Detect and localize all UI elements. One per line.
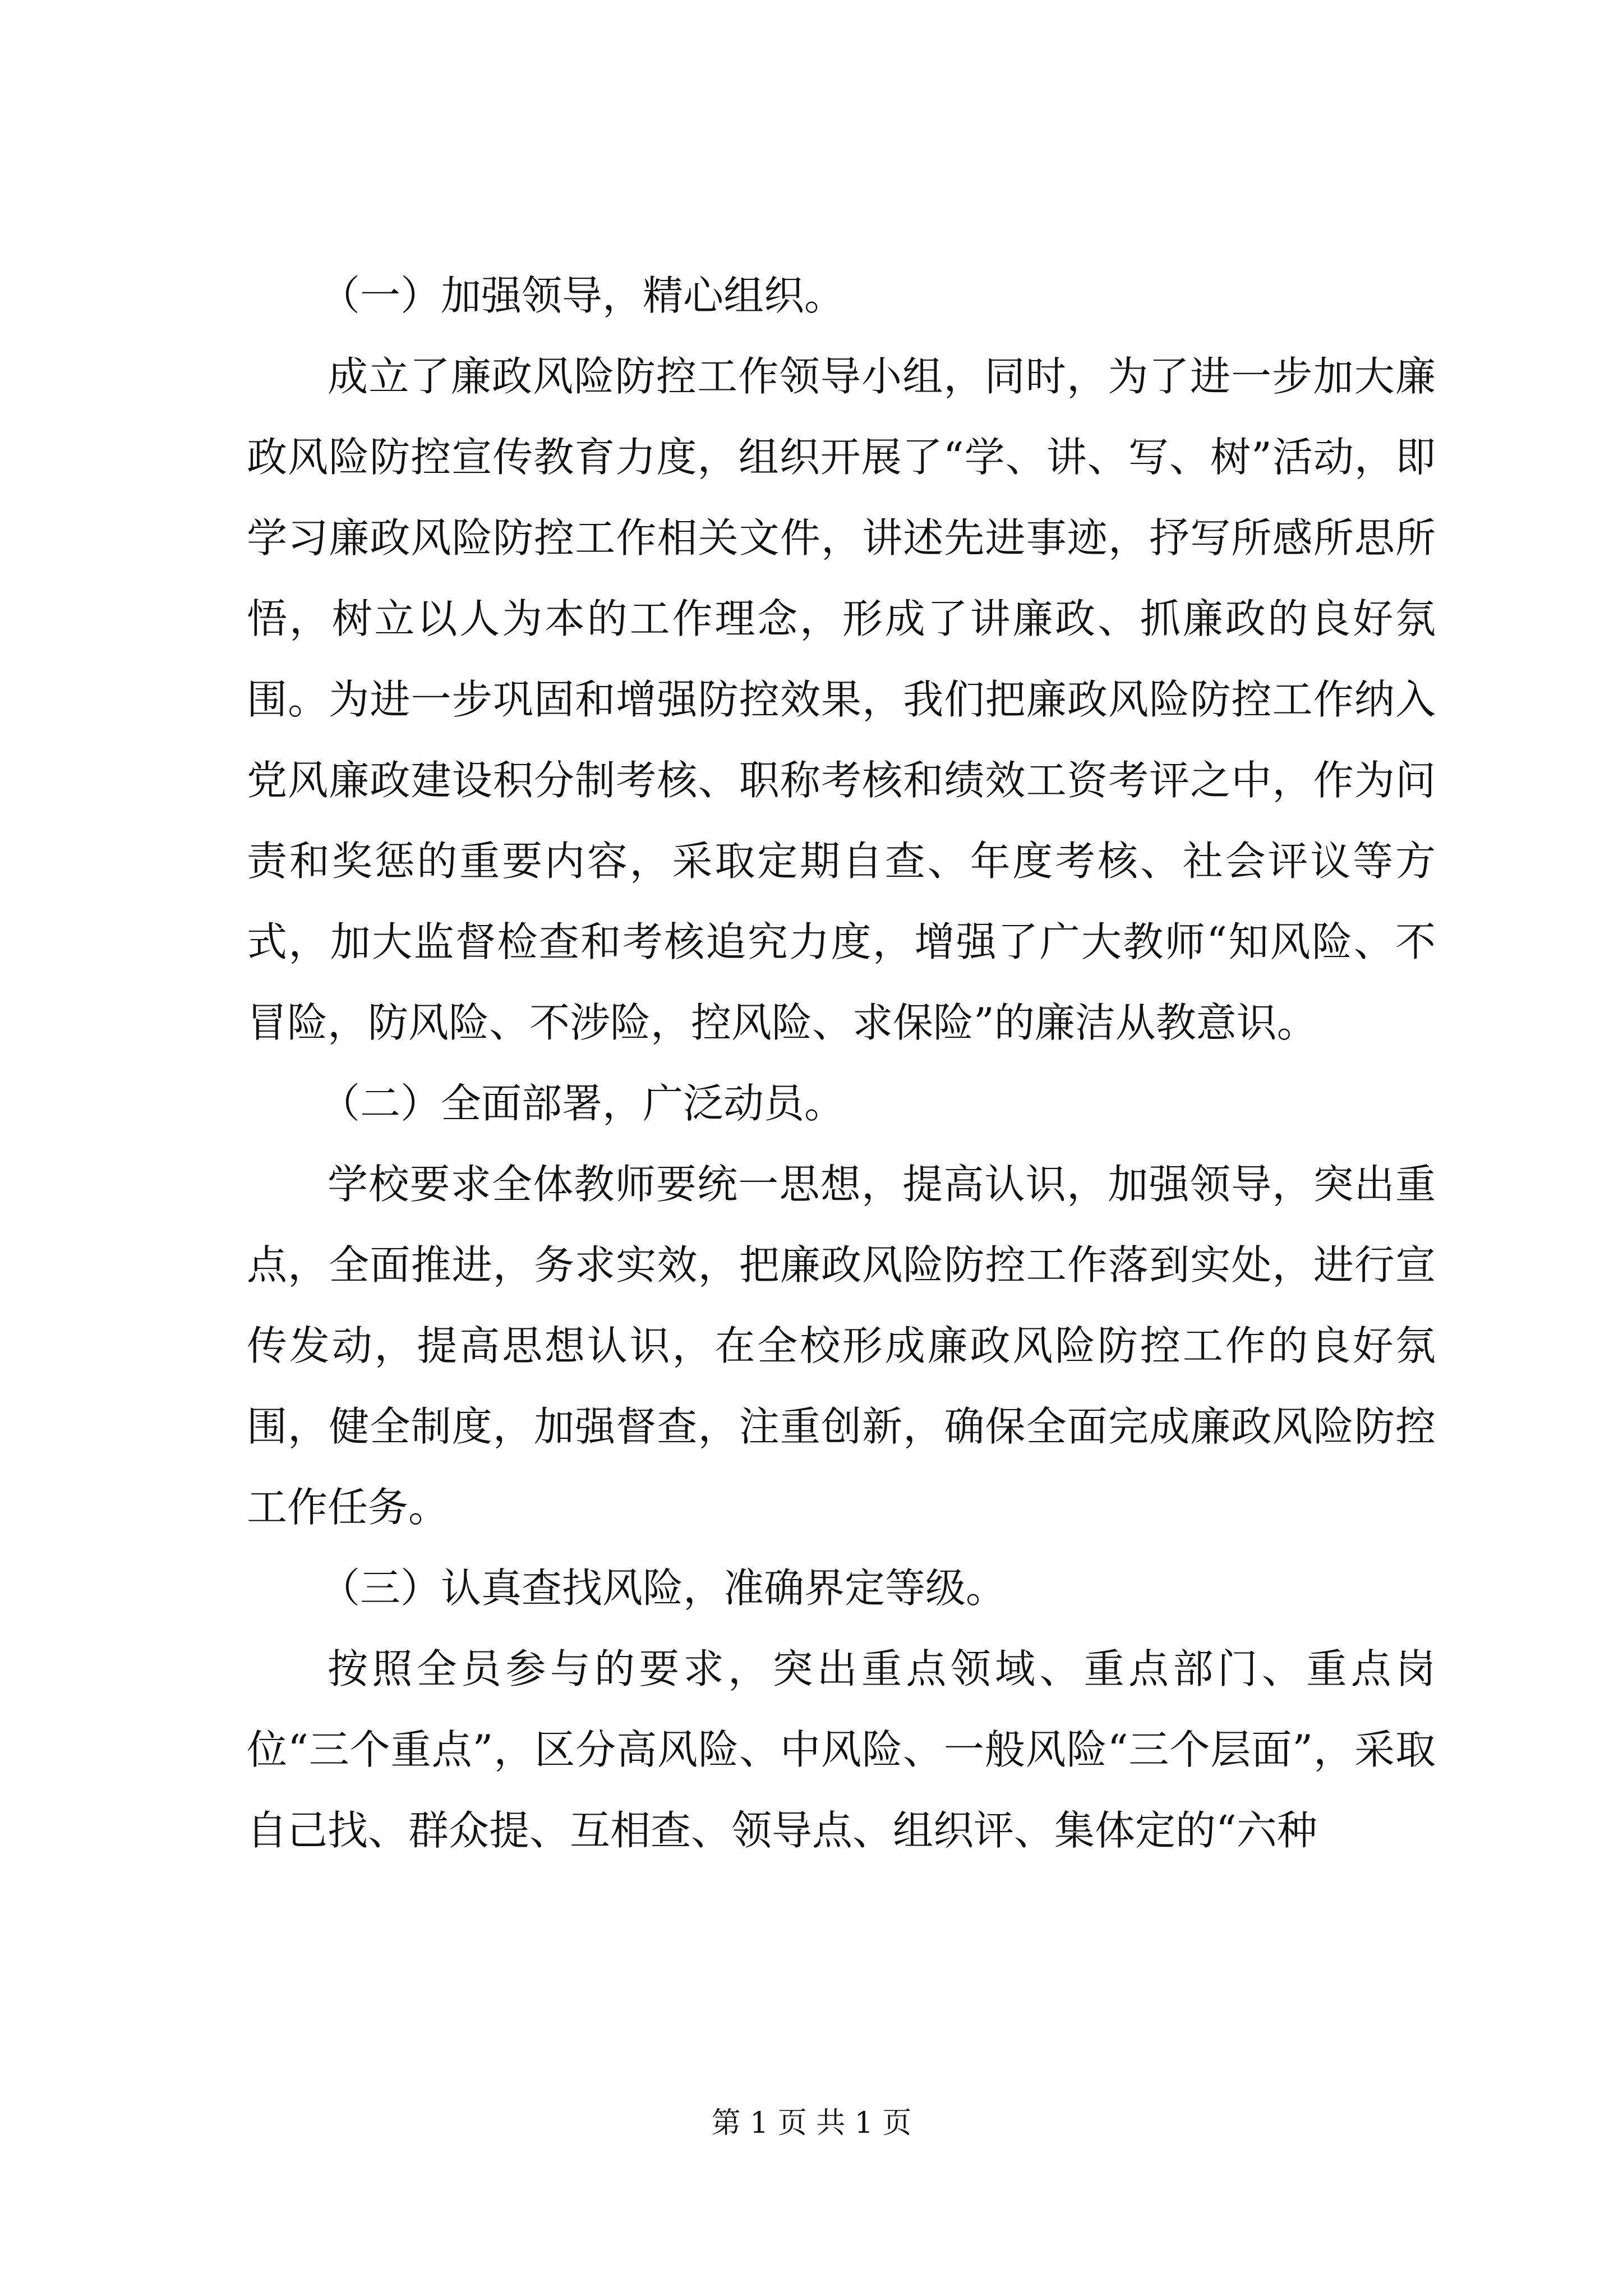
section-paragraph-1: 成立了廉政风险防控工作领导小组，同时，为了进一步加大廉政风险防控宣传教育力度，组织开展了“学、讲、写、树”活动，即学习廉政风险防控工作相关文件，讲述先进事迹，抒写所感所思所悟，树立以人为本的工作理念，形成了讲廉政、抓廉政的良好氛围。为进一步巩固和增强防控效果，我们把廉政风险防控工作纳入党风廉政建设积分制考核、职称考核和绩效工资考评之中，作为问责和奖惩的重要内容，采取定期自查、年度考核、社会评议等方式，加大监督检查和考核追究力度，增强了广大教师“知风险、不冒险，防风险、不涉险，控风险、求保险”的廉洁从教意识。	[247, 353, 1436, 1046]
document-body	[247, 255, 1436, 1871]
section-heading-3: （三）认真查找风险，准确界定等级。	[320, 1565, 1007, 1612]
section-heading-2: （二）全面部署，广泛动员。	[320, 1080, 845, 1127]
section-paragraph-2: 学校要求全体教师要统一思想，提高认识，加强领导，突出重点，全面推进，务求实效，把廉政风险防控工作落到实处，进行宣传发动，提高思想认识，在全校形成廉政风险防控工作的良好氛围，健全制度，加强督查，注重创新，确保全面完成廉政风险防控工作任务。	[247, 1161, 1436, 1531]
page-footer: 第 1 页 共 1 页	[711, 2106, 912, 2140]
section-paragraph-3: 按照全员参与的要求，突出重点领域、重点部门、重点岗位“三个重点”，区分高风险、中风险、一般风险“三个层面”，采取自己找、群众提、互相查、领导点、组织评、集体定的“六种	[247, 1645, 1436, 1854]
section-heading-1: （一）加强领导，精心组织。	[320, 272, 845, 319]
